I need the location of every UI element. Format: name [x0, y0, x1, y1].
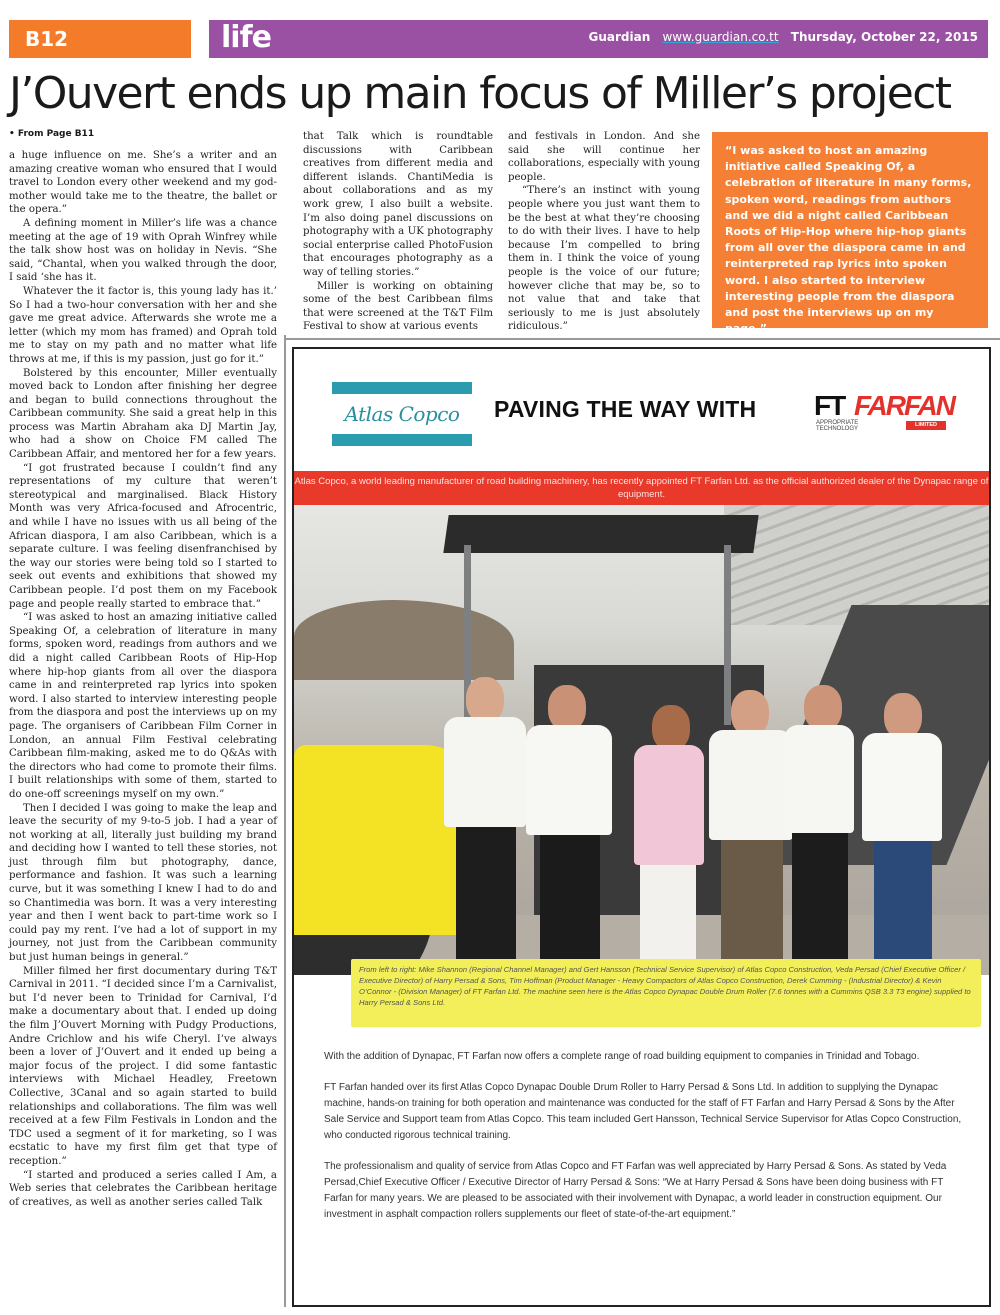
- advertisement: [292, 347, 991, 1307]
- canopy-pillar: [724, 545, 731, 725]
- paragraph: a huge influence on me. She’s a writer and an amazing creative woman who ensured that I would travel to London every other weekend and my god-mother would take me to the theatre, the ballet or the opera.”: [9, 150, 277, 216]
- publication-date: Thursday, October 22, 2015: [790, 30, 978, 44]
- ad-header: [294, 349, 989, 471]
- ad-top-divider: [284, 338, 1000, 340]
- paragraph: Whatever the it factor is, this young lady has it.’ So I had a two-hour conversation with her and she gave me great advice. Afterwards she wrote me a letter (which my mom has framed) and Oprah told me to stay on my path and no matter what life throws at me, if this is my passion, just go for it.”: [9, 285, 277, 365]
- ft-farfan-logo: [814, 390, 958, 437]
- ft-wordmark: FT: [814, 390, 845, 421]
- paragraph: Bolstered by this encounter, Miller eventually moved back to London after finishing her degree and began to build connections throughout the Caribbean community. She said a great help in this process was Martin Abraham aka DJ Martin Jay, who had a show on Choice FM called The Caribbean Affair, and mentored her for a few years.: [9, 367, 277, 461]
- paragraph: Miller is working on obtaining some of the best Caribbean films that were screened at the T&T Film Festival to show at various events: [303, 280, 493, 333]
- paragraph: “I started and produced a series called I Am, a Web series that celebrates the Caribbean heritage of creatives, as well as another series called Talk: [9, 1169, 277, 1208]
- subtitle-line: TECHNOLOGY: [816, 426, 859, 432]
- article-column-1: [9, 149, 277, 1209]
- paragraph: Then I decided I was going to make the leap and leave the security of my 9-to-5 job. I had a year of not working at all, literally just building my brand and deciding how I wanted to tell these stories, not just through film but photography, dance, performance and fashion. It was such a learning curve, but it was something I knew I had to do and so Chantimedia was born. It was a very interesting year and then I went back to part-time work so I could pay my rent. I’ve had a lot of support in my journey, not just from the Caribbean community but just human beings in general.”: [9, 802, 277, 964]
- logo-bar: [332, 382, 472, 394]
- ad-paragraph: The professionalism and quality of service from Atlas Copco and FT Farfan was well appreciated by Harry Persad & Sons. As stated by Veda Persad,Chief Executive Officer / Executive Director of Harry Persad & Sons: “We at Harry Persad & Sons have been doing business with FT Farfan for many years. We are pleased to be associated with their involvement with Dynapac, a world leader in construction equipment. Our investment in asphalt compaction rollers supplements our fleet of state-of-the-art equipment.”: [324, 1161, 947, 1220]
- limited-badge: LIMITED: [906, 421, 946, 430]
- masthead-info: [580, 30, 978, 44]
- paragraph: and festivals in London. And she said she will continue her collaborations, especially with young people.: [508, 131, 700, 183]
- ad-banner: Atlas Copco, a world leading manufacturer of road building machinery, has recently appointed FT Farfan Ltd. as the official authorized dealer of the Dynapac range of equipment.: [294, 471, 989, 505]
- article-column-2: [303, 130, 493, 334]
- farfan-subtitle: [816, 420, 858, 432]
- paragraph: A defining moment in Miller’s life was a chance meeting at the age of 19 with Oprah Winfrey while the talk show host was on holiday in Nevis. “She said, “Chantal, when you walked through the door, I said ‘she has it.: [9, 217, 277, 284]
- atlas-copco-logo: [332, 382, 472, 446]
- photo-caption: From left to right: Mike Shannon (Regional Channel Manager) and Gert Hansson (Technical Service Supervisor) of Atlas Copco Construction, Veda Persad (Chief Executive Officer / Executive Director) of Harry Persad & Sons, Tim Hoffman (Product Manager - Heavy Compactors of Atlas Copco Construction, Derek Cumming - (Industrial Director) & Kevin O’Connor - (Division Manager) of FT Farfan Ltd. The machine seen here is the Atlas Copco Dynapac Double Drum Roller (7.6 tonnes with a Cummins QSB 3.3 T3 engine) supplied to Harry Persad & Sons Ltd.: [351, 959, 981, 1027]
- farfan-wordmark: FARFAN: [854, 390, 954, 421]
- paragraph: “I was asked to host an amazing initiative called Speaking Of, a celebration of literature in many forms, spoken word, readings from authors and we did a night called Caribbean Roots of Hip-Hop where hip-hop giants from all over the diaspora came in and reinterpreted rap lyrics into spoken word. I also started to interview interesting people from the diaspora and post the interviews up on my page. The organisers of Caribbean Film Corner in London, an annual Film Festival celebrating Caribbean film-making, asked me to do Q&As with the directors who had come to promote their films. I built relationships with some of them, started to do one-off screenings myself on my own.”: [9, 612, 277, 800]
- subtitle-line: APPROPRIATE: [816, 420, 859, 426]
- background-hill: [294, 600, 514, 680]
- atlas-copco-wordmark: Atlas Copco: [344, 402, 460, 426]
- paragraph: “I got frustrated because I couldn’t find any representations of my culture that weren’t stereotypical and marginalised. Black History Month was very Africa-focused and Afrocentric, and while I have no issues with us all being of the African diaspora, I am also Caribbean, which is a separate culture. I was feeling disenfranchised by the way our stories were being told so I started to seek out events and exhibitions that showed my Caribbean people. I’d post them on my Facebook page and people really started to embrace that.”: [9, 462, 277, 610]
- publication-name: Guardian: [588, 30, 651, 44]
- ad-tagline: PAVING THE WAY WITH: [494, 396, 757, 422]
- section-bar: [209, 20, 988, 58]
- ad-photo: [294, 505, 989, 975]
- column-divider: [284, 335, 286, 1307]
- pull-quote: “I was asked to host an amazing initiative called Speaking Of, a celebration of literature in many forms, spoken word, readings from authors and we did a night called Caribbean Roots of Hip-Hop where hip-hop giants from all over the diaspora came in and reinterpreted rap lyrics into spoken word. I also started to interview interesting people from the diaspora and post the interviews up on my page.”: [712, 132, 988, 328]
- paragraph: “There’s an instinct with young people where you just want them to be the best at what they’re choosing to do with their lives. I have to help because I’m compelled to bring them in. I think the voice of young people is the voice of our future; however cliche that may be, so to not value that and take that seriously to me is just absolutely ridiculous.”: [508, 185, 700, 333]
- ad-paragraph: With the addition of Dynapac, FT Farfan now offers a complete range of road building equipment to companies in Trinidad and Tobago.: [324, 1051, 920, 1062]
- article-column-3: [508, 130, 700, 334]
- page-number: B12: [9, 20, 191, 58]
- logo-bar: [332, 434, 472, 446]
- publication-url[interactable]: www.guardian.co.tt: [662, 30, 779, 44]
- paragraph: that Talk which is roundtable discussions with Caribbean creatives from different media and different islands. ChantiMedia is about collaborations and as my work grew, I also built a website. I’m also doing panel discussions on photography with a UK photography social enterprise called PhotoFusion that encourages photography as a way of telling stories.”: [303, 131, 493, 278]
- ad-body: [324, 1049, 964, 1238]
- article-headline: J’Ouvert ends up main focus of Miller’s project: [9, 68, 951, 119]
- paragraph: Miller filmed her first documentary during T&T Carnival in 2011. “I decided since I’m a Carnivalist, but I’d never been to Trinidad for Carnival, I’d make a documentary about that. I ended up doing the film J’Ouvert Morning with Pudgy Productions, Andre Crichlow and his wife Cheryl. I’ve always been a lover of J’Ouvert and it ended up being a major focus of the project. I did some fantastic interviews with Michael Headley, Freetown Collective, 3Canal and so again started to build relationships and collaborations. The film was well received at a few Film Festivals in London and the TDC used a segment of it for marketing, so I was ecstatic to have my first film get that type of reception.”: [9, 965, 277, 1167]
- jump-line: • From Page B11: [9, 129, 95, 139]
- section-name: life: [221, 20, 271, 55]
- ad-paragraph: FT Farfan handed over its first Atlas Copco Dynapac Double Drum Roller to Harry Persad & Sons Ltd. In addition to supplying the Dynapac machine, hands-on training for both operation and maintenance was conducted for the staff of FT Farfan and Harry Persad & Sons by the After Sale Service and Support team from Atlas Copco. This team included Gert Hansson, Technical Service Supervisor for Atlas Copco Construction, who conducted rigorous technical training.: [324, 1082, 962, 1141]
- roller-canopy: [443, 515, 758, 553]
